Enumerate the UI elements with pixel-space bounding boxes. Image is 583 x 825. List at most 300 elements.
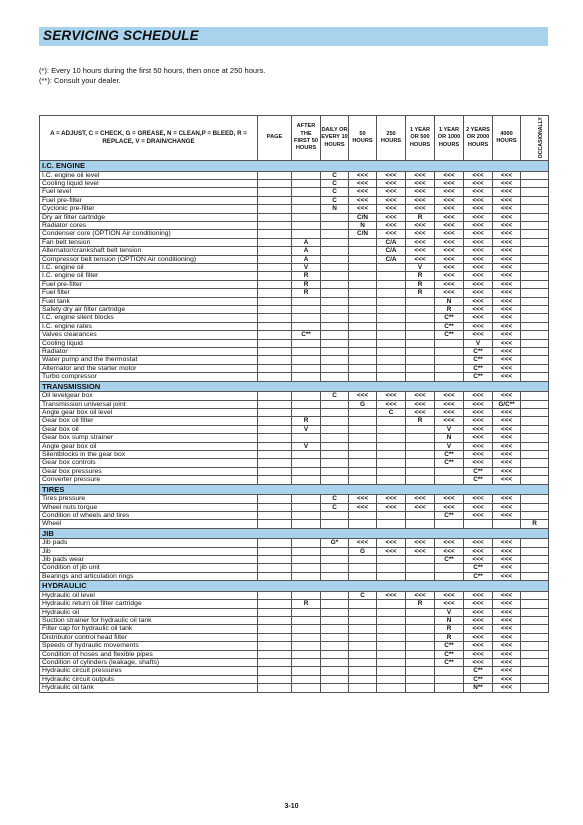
schedule-cell: [321, 314, 349, 322]
table-row: [40, 556, 549, 564]
schedule-cell: [406, 625, 435, 633]
schedule-cell: V: [435, 442, 464, 450]
table-row: [40, 289, 549, 297]
schedule-cell: [521, 179, 549, 187]
schedule-cell: <<<: [493, 564, 521, 572]
schedule-cell: <<<: [464, 425, 493, 433]
schedule-cell: [292, 564, 321, 572]
schedule-cell: <<<: [377, 230, 406, 238]
col-250h-header: 250 HOURS: [377, 116, 406, 161]
schedule-cell: <<<: [464, 230, 493, 238]
table-row: [40, 392, 549, 400]
schedule-cell: <<<: [464, 255, 493, 263]
schedule-cell: <<<: [493, 642, 521, 650]
table-row: [40, 339, 549, 347]
schedule-cell: [258, 633, 292, 641]
schedule-cell: [521, 314, 549, 322]
schedule-cell: [258, 675, 292, 683]
schedule-cell: [377, 417, 406, 425]
schedule-cell: [377, 650, 406, 658]
schedule-cell: [349, 425, 377, 433]
schedule-cell: [321, 633, 349, 641]
schedule-cell: <<<: [493, 297, 521, 305]
schedule-cell: [321, 348, 349, 356]
schedule-cell: [258, 255, 292, 263]
schedule-cell: [321, 564, 349, 572]
schedule-cell: [521, 539, 549, 547]
table-row: [40, 572, 549, 580]
schedule-cell: <<<: [464, 247, 493, 255]
schedule-cell: <<<: [435, 179, 464, 187]
table-row: [40, 642, 549, 650]
schedule-cell: <<<: [406, 539, 435, 547]
row-label: Turbo compressor: [40, 373, 258, 381]
schedule-cell: <<<: [493, 425, 521, 433]
schedule-cell: [292, 684, 321, 692]
schedule-cell: <<<: [493, 272, 521, 280]
schedule-cell: [406, 356, 435, 364]
schedule-cell: <<<: [464, 547, 493, 555]
schedule-cell: [349, 600, 377, 608]
schedule-cell: <<<: [349, 503, 377, 511]
schedule-cell: [377, 608, 406, 616]
schedule-cell: [258, 179, 292, 187]
schedule-cell: <<<: [406, 495, 435, 503]
schedule-cell: <<<: [493, 364, 521, 372]
schedule-cell: [258, 503, 292, 511]
schedule-cell: <<<: [493, 659, 521, 667]
schedule-cell: [521, 221, 549, 229]
table-row: [40, 633, 549, 641]
schedule-cell: <<<: [464, 322, 493, 330]
row-label: Alternator/crankshaft belt tension: [40, 247, 258, 255]
schedule-cell: N: [435, 434, 464, 442]
row-label: Tires pressure: [40, 495, 258, 503]
schedule-cell: [435, 675, 464, 683]
schedule-cell: <<<: [464, 511, 493, 519]
schedule-cell: [258, 238, 292, 246]
table-row: [40, 617, 549, 625]
schedule-cell: [321, 520, 349, 528]
schedule-cell: <<<: [406, 238, 435, 246]
schedule-cell: C: [321, 495, 349, 503]
table-row: [40, 255, 549, 263]
schedule-cell: <<<: [493, 503, 521, 511]
schedule-cell: [406, 314, 435, 322]
schedule-cell: [292, 667, 321, 675]
schedule-cell: <<<: [435, 280, 464, 288]
schedule-cell: C: [321, 188, 349, 196]
col-occasionally-header: [521, 116, 549, 161]
schedule-cell: [435, 520, 464, 528]
schedule-cell: [349, 289, 377, 297]
schedule-cell: [406, 364, 435, 372]
schedule-cell: <<<: [464, 280, 493, 288]
schedule-cell: [521, 238, 549, 246]
schedule-cell: [406, 331, 435, 339]
schedule-cell: [435, 364, 464, 372]
table-row: [40, 600, 549, 608]
schedule-cell: [521, 633, 549, 641]
schedule-cell: [435, 348, 464, 356]
schedule-cell: [349, 297, 377, 305]
schedule-cell: [521, 625, 549, 633]
schedule-cell: [521, 459, 549, 467]
schedule-cell: [377, 331, 406, 339]
schedule-cell: <<<: [493, 556, 521, 564]
row-label: Fuel filter: [40, 289, 258, 297]
schedule-cell: <<<: [464, 289, 493, 297]
schedule-cell: <<<: [464, 400, 493, 408]
schedule-cell: [349, 356, 377, 364]
schedule-cell: <<<: [435, 238, 464, 246]
schedule-cell: [292, 171, 321, 179]
schedule-cell: [258, 434, 292, 442]
schedule-cell: [521, 373, 549, 381]
schedule-cell: [406, 425, 435, 433]
schedule-cell: [321, 238, 349, 246]
schedule-cell: <<<: [377, 205, 406, 213]
schedule-cell: <<<: [435, 591, 464, 599]
schedule-cell: <<<: [493, 467, 521, 475]
schedule-cell: C**: [435, 659, 464, 667]
schedule-cell: [292, 617, 321, 625]
schedule-cell: R: [292, 417, 321, 425]
schedule-cell: C**: [292, 331, 321, 339]
schedule-cell: [521, 322, 549, 330]
schedule-cell: <<<: [493, 373, 521, 381]
table-row: [40, 205, 549, 213]
schedule-cell: [406, 511, 435, 519]
schedule-cell: <<<: [493, 495, 521, 503]
schedule-cell: [406, 459, 435, 467]
schedule-cell: [258, 348, 292, 356]
row-label: Wheel: [40, 520, 258, 528]
schedule-cell: C**: [464, 467, 493, 475]
schedule-cell: C**: [435, 331, 464, 339]
schedule-cell: [521, 451, 549, 459]
section-title: TRANSMISSION: [40, 381, 549, 392]
schedule-cell: [321, 417, 349, 425]
page-title: SERVICING SCHEDULE: [43, 28, 199, 43]
schedule-cell: <<<: [464, 171, 493, 179]
schedule-cell: [406, 684, 435, 692]
schedule-cell: [258, 425, 292, 433]
schedule-cell: [321, 547, 349, 555]
schedule-cell: <<<: [406, 179, 435, 187]
row-label: Radiator cores: [40, 221, 258, 229]
schedule-cell: [349, 476, 377, 484]
schedule-cell: [321, 459, 349, 467]
schedule-cell: <<<: [349, 196, 377, 204]
schedule-cell: [349, 564, 377, 572]
schedule-cell: [321, 331, 349, 339]
schedule-cell: [521, 564, 549, 572]
schedule-cell: <<<: [493, 331, 521, 339]
section-header-row: [40, 484, 549, 495]
row-label: I.C. engine silent blocks: [40, 314, 258, 322]
schedule-cell: C**: [464, 675, 493, 683]
schedule-cell: [258, 608, 292, 616]
schedule-cell: [521, 591, 549, 599]
schedule-cell: <<<: [464, 196, 493, 204]
schedule-cell: C**: [435, 556, 464, 564]
schedule-cell: [349, 364, 377, 372]
schedule-cell: [521, 230, 549, 238]
col-page-header: PAGE: [258, 116, 292, 161]
col-2y2000-header: 2 YEARS OR 2000 HOURS: [464, 116, 493, 161]
schedule-cell: [406, 675, 435, 683]
row-label: Speeds of hydraulic movements: [40, 642, 258, 650]
schedule-body: [40, 161, 549, 693]
schedule-cell: [321, 467, 349, 475]
table-row: [40, 230, 549, 238]
schedule-cell: C/A: [377, 238, 406, 246]
section-header-row: [40, 161, 549, 172]
occasionally-label: OCCASIONALLY: [537, 117, 544, 159]
schedule-cell: [321, 684, 349, 692]
schedule-cell: [292, 556, 321, 564]
section-header-row: [40, 381, 549, 392]
schedule-cell: [292, 196, 321, 204]
schedule-cell: <<<: [493, 196, 521, 204]
schedule-cell: [349, 373, 377, 381]
schedule-cell: [377, 520, 406, 528]
schedule-cell: [521, 476, 549, 484]
schedule-cell: [521, 642, 549, 650]
table-row: [40, 373, 549, 381]
schedule-cell: <<<: [435, 272, 464, 280]
table-row: [40, 425, 549, 433]
schedule-cell: <<<: [493, 205, 521, 213]
schedule-cell: [321, 572, 349, 580]
schedule-cell: [435, 684, 464, 692]
schedule-cell: V: [435, 425, 464, 433]
schedule-cell: [321, 400, 349, 408]
schedule-cell: V: [435, 608, 464, 616]
schedule-cell: C**: [435, 459, 464, 467]
schedule-cell: <<<: [464, 306, 493, 314]
schedule-cell: <<<: [406, 591, 435, 599]
schedule-cell: [377, 322, 406, 330]
schedule-cell: <<<: [377, 591, 406, 599]
schedule-cell: [521, 255, 549, 263]
schedule-cell: [435, 467, 464, 475]
schedule-cell: [521, 306, 549, 314]
schedule-cell: [349, 642, 377, 650]
schedule-cell: [521, 684, 549, 692]
schedule-cell: <<<: [493, 617, 521, 625]
schedule-cell: [377, 625, 406, 633]
col-daily-header: DAILY OR EVERY 10 HOURS: [321, 116, 349, 161]
schedule-cell: C**: [464, 356, 493, 364]
schedule-cell: [377, 263, 406, 271]
schedule-cell: [521, 331, 549, 339]
table-row: [40, 451, 549, 459]
schedule-cell: <<<: [493, 572, 521, 580]
schedule-cell: <<<: [435, 539, 464, 547]
schedule-cell: [521, 675, 549, 683]
section-title: TIRES: [40, 484, 549, 495]
schedule-cell: <<<: [464, 221, 493, 229]
schedule-cell: [349, 255, 377, 263]
schedule-cell: [258, 667, 292, 675]
schedule-cell: <<<: [377, 392, 406, 400]
schedule-cell: [435, 572, 464, 580]
schedule-cell: <<<: [464, 642, 493, 650]
schedule-cell: <<<: [349, 495, 377, 503]
schedule-cell: <<<: [464, 617, 493, 625]
schedule-cell: [435, 356, 464, 364]
schedule-cell: [377, 451, 406, 459]
schedule-cell: [292, 314, 321, 322]
schedule-cell: [521, 467, 549, 475]
schedule-cell: [406, 520, 435, 528]
schedule-cell: [521, 425, 549, 433]
schedule-cell: [292, 400, 321, 408]
schedule-cell: [292, 322, 321, 330]
row-label: I.C. engine oil level: [40, 171, 258, 179]
schedule-cell: [258, 188, 292, 196]
schedule-cell: [377, 339, 406, 347]
schedule-cell: [377, 467, 406, 475]
schedule-cell: [349, 434, 377, 442]
schedule-cell: <<<: [493, 339, 521, 347]
schedule-cell: R: [435, 633, 464, 641]
schedule-cell: [258, 364, 292, 372]
schedule-cell: [377, 572, 406, 580]
row-label: Fuel pre-filter: [40, 280, 258, 288]
schedule-cell: <<<: [493, 667, 521, 675]
table-row: [40, 520, 549, 528]
schedule-cell: [377, 442, 406, 450]
schedule-cell: C: [321, 179, 349, 187]
schedule-cell: <<<: [406, 255, 435, 263]
table-row: [40, 196, 549, 204]
schedule-cell: [406, 617, 435, 625]
schedule-cell: <<<: [464, 408, 493, 416]
schedule-cell: <<<: [493, 511, 521, 519]
schedule-cell: <<<: [435, 495, 464, 503]
schedule-cell: [521, 503, 549, 511]
schedule-cell: <<<: [464, 179, 493, 187]
schedule-cell: <<<: [377, 196, 406, 204]
schedule-cell: [321, 591, 349, 599]
title-bar: [39, 27, 548, 46]
schedule-cell: [258, 617, 292, 625]
schedule-cell: [292, 392, 321, 400]
table-row: [40, 356, 549, 364]
schedule-cell: <<<: [493, 280, 521, 288]
schedule-cell: <<<: [493, 451, 521, 459]
schedule-cell: [377, 511, 406, 519]
schedule-cell: [321, 625, 349, 633]
schedule-cell: <<<: [349, 392, 377, 400]
schedule-cell: <<<: [464, 459, 493, 467]
schedule-cell: <<<: [349, 179, 377, 187]
schedule-cell: [377, 348, 406, 356]
schedule-cell: <<<: [464, 495, 493, 503]
row-label: Hydraulic oil level: [40, 591, 258, 599]
schedule-cell: <<<: [493, 539, 521, 547]
table-row: [40, 272, 549, 280]
schedule-cell: [292, 451, 321, 459]
schedule-cell: [377, 434, 406, 442]
schedule-cell: [377, 600, 406, 608]
schedule-cell: R: [406, 213, 435, 221]
schedule-cell: [349, 617, 377, 625]
row-label: Fuel level: [40, 188, 258, 196]
schedule-cell: N: [435, 617, 464, 625]
schedule-cell: [521, 171, 549, 179]
table-row: [40, 659, 549, 667]
schedule-cell: [258, 392, 292, 400]
row-label: Gear box controls: [40, 459, 258, 467]
schedule-cell: [321, 556, 349, 564]
schedule-cell: <<<: [435, 600, 464, 608]
schedule-cell: [521, 408, 549, 416]
schedule-cell: [406, 667, 435, 675]
schedule-cell: [349, 667, 377, 675]
schedule-cell: C**: [435, 314, 464, 322]
schedule-cell: <<<: [493, 188, 521, 196]
schedule-cell: <<<: [464, 392, 493, 400]
schedule-cell: [521, 188, 549, 196]
schedule-cell: <<<: [493, 179, 521, 187]
schedule-cell: <<<: [435, 417, 464, 425]
schedule-cell: <<<: [435, 408, 464, 416]
schedule-cell: [321, 600, 349, 608]
schedule-cell: [521, 600, 549, 608]
schedule-cell: [377, 564, 406, 572]
row-label: Gear box oil: [40, 425, 258, 433]
schedule-cell: [321, 659, 349, 667]
table-row: [40, 400, 549, 408]
schedule-cell: <<<: [406, 547, 435, 555]
schedule-cell: [377, 272, 406, 280]
schedule-cell: <<<: [435, 213, 464, 221]
schedule-cell: V: [292, 442, 321, 450]
schedule-cell: <<<: [435, 255, 464, 263]
schedule-cell: <<<: [493, 348, 521, 356]
schedule-cell: [349, 331, 377, 339]
schedule-cell: [321, 425, 349, 433]
table-row: [40, 238, 549, 246]
schedule-cell: C**: [435, 650, 464, 658]
note-1: (*): Every 10 hours during the first 50 hours, then once at 250 hours.: [39, 66, 266, 75]
row-label: Fuel pre-filter: [40, 196, 258, 204]
table-row: [40, 547, 549, 555]
schedule-cell: [292, 591, 321, 599]
schedule-cell: <<<: [493, 675, 521, 683]
schedule-cell: [258, 511, 292, 519]
schedule-cell: [292, 503, 321, 511]
schedule-cell: [321, 255, 349, 263]
schedule-cell: [321, 667, 349, 675]
schedule-cell: [349, 675, 377, 683]
table-row: [40, 179, 549, 187]
schedule-cell: <<<: [406, 221, 435, 229]
schedule-cell: C: [321, 503, 349, 511]
schedule-cell: <<<: [406, 188, 435, 196]
row-label: Condition of cylinders (leakage, shafts): [40, 659, 258, 667]
schedule-cell: [349, 314, 377, 322]
schedule-cell: [292, 511, 321, 519]
schedule-cell: [258, 556, 292, 564]
schedule-cell: [258, 339, 292, 347]
schedule-cell: [377, 297, 406, 305]
schedule-cell: [521, 547, 549, 555]
